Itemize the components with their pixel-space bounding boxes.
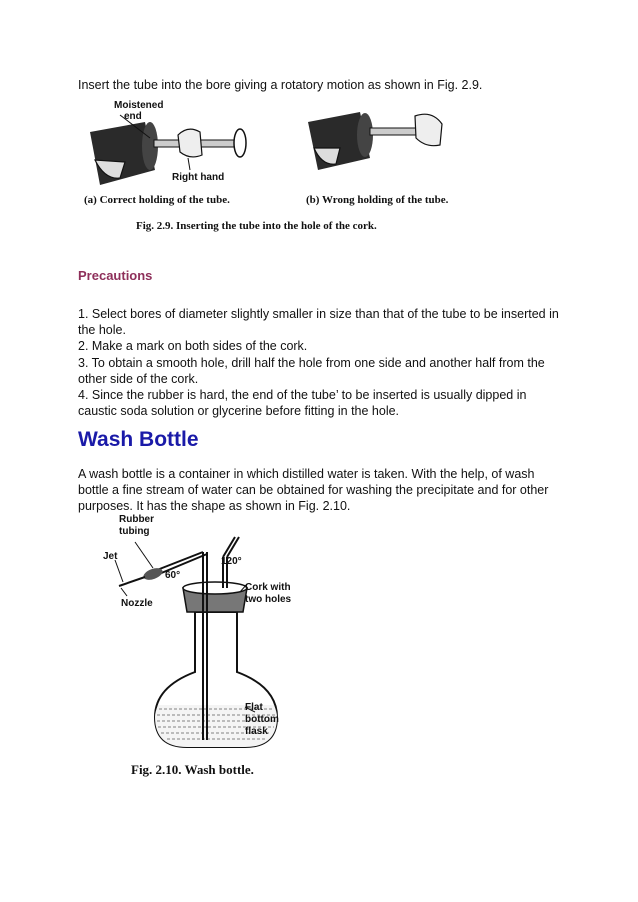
label-120: 120° [221, 556, 242, 567]
label-moistened: Moistened [114, 100, 164, 111]
label-jet: Jet [103, 551, 118, 562]
intro-text: Insert the tube into the bore giving a rotatory motion as shown in Fig. 2.9. [78, 78, 483, 92]
precaution-item: 2. Make a mark on both sides of the cork. [78, 339, 308, 354]
figure-2-10-caption: Fig. 2.10. Wash bottle. [131, 762, 254, 777]
figure-2-9 [70, 100, 490, 240]
label-60: 60° [165, 570, 181, 581]
label-nozzle: Nozzle [121, 598, 153, 609]
precaution-item: 1. Select bores of diameter slightly smaller in size than that of the tube to be inserted in the hole. [78, 307, 559, 338]
caption-a: (a) Correct holding of the tube. [84, 194, 230, 206]
label-flat: Flat [245, 702, 263, 713]
wash-bottle-title: Wash Bottle [78, 428, 199, 451]
wrong-holding-illustration [308, 112, 442, 170]
precautions-heading: Precautions [78, 268, 153, 283]
figure-2-10 [95, 512, 395, 782]
label-bottom: bottom [245, 714, 279, 725]
figure-2-9-caption: Fig. 2.9. Inserting the tube into the hole of the cork. [136, 220, 377, 232]
precaution-item: 4. Since the rubber is hard, the end of the tube’ to be inserted is usually dipped in caustic soda solution or glycerine before fitting in the hole. [78, 388, 527, 419]
precaution-item: 3. To obtain a smooth hole, drill half the hole from one side and another half from the other side of the cork. [78, 355, 545, 386]
label-two-holes: two holes [245, 594, 292, 605]
label-end: end [124, 111, 142, 122]
wash-bottle-paragraph: A wash bottle is a container in which distilled water is taken. With the help, of wash bottle a fine stream of water can be obtained for washing the precipitate and for other purposes. It has the shape as shown in Fig. 2.10. [78, 467, 549, 514]
label-right-hand: Right hand [172, 172, 225, 183]
caption-b: (b) Wrong holding of the tube. [306, 194, 449, 206]
label-flask: flask [245, 726, 268, 737]
label-cork-with: Cork with [245, 582, 291, 593]
label-rubber: Rubber [119, 514, 154, 525]
precautions-list [78, 306, 568, 419]
label-tubing: tubing [119, 526, 150, 537]
